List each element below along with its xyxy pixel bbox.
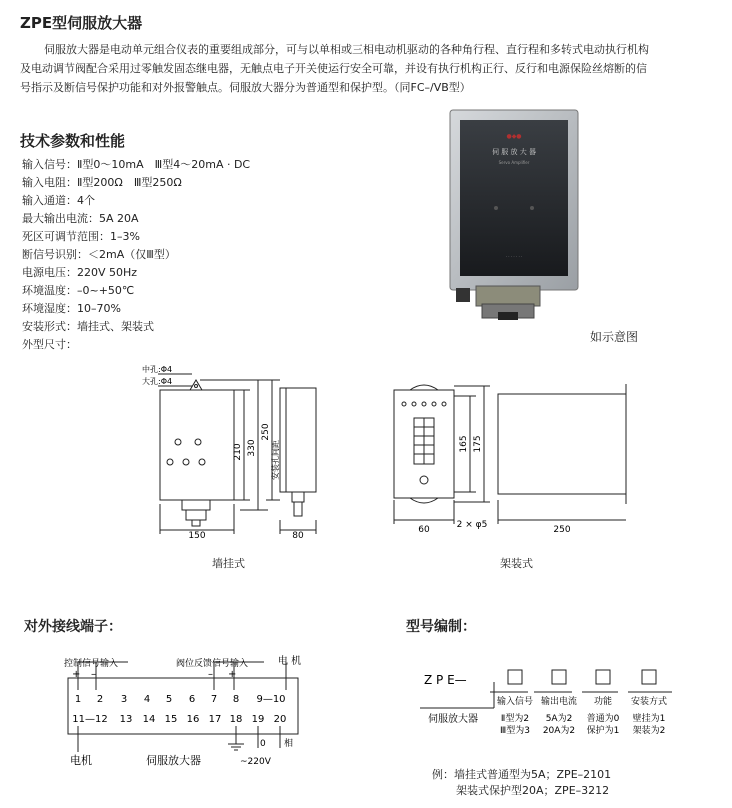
motor-bottom-label: 电机 — [70, 754, 92, 767]
intro-paragraph — [20, 40, 720, 97]
terminal-number: 11—12 — [72, 714, 108, 725]
model-option: 5A为2 — [545, 714, 573, 724]
terminal-number: 20 — [273, 714, 287, 725]
spec-item: 断信号识别：＜2mA（仅Ⅲ型） — [22, 248, 176, 261]
plus-sign: + — [228, 669, 237, 680]
model-option: 壁挂为1 — [632, 714, 666, 724]
spec-item: 最大输出电流：5A 20A — [22, 212, 139, 225]
model-option: 20A为2 — [542, 726, 576, 736]
terminal-number: 7 — [210, 694, 218, 705]
wall-mount-drawing — [140, 360, 340, 550]
feedback-signal-label: 阀位反馈信号输入 — [176, 659, 249, 669]
spec-item: 安装形式：墙挂式、架装式 — [22, 320, 154, 333]
terminal-number: 15 — [164, 714, 178, 725]
terminal-block-diagram — [50, 648, 320, 778]
terminal-number: 17 — [208, 714, 222, 725]
model-option: Ⅲ型为3 — [500, 726, 530, 736]
rack-width-dim: 60 — [418, 525, 430, 535]
minus-sign: – — [208, 669, 213, 680]
page-title: ZPE型伺服放大器 — [20, 14, 143, 32]
photo-caption: 如示意图 — [590, 330, 639, 344]
photo-panel-title: 伺 服 放 大 器 — [492, 148, 536, 156]
terminal-number: 4 — [143, 694, 151, 705]
wall-width-dim: 150 — [188, 531, 206, 541]
zero-label: 0 — [260, 739, 266, 749]
model-field-name: 输出电流 — [540, 697, 578, 707]
spec-item: 输入信号：Ⅱ型0～10mA Ⅲ型4～20mA · DC — [22, 158, 251, 171]
wall-h1-dim: 210 — [233, 443, 243, 461]
model-example-2: 架装式保护型20A；ZPE–3212 — [456, 784, 610, 797]
intro-line: 号指示及断信号保护功能和对外报警触点。伺服放大器分为普通型和保护型。（同FC–/VB型） — [20, 81, 471, 94]
terminal-number: 8 — [232, 694, 240, 705]
model-field-name: 功能 — [593, 697, 613, 707]
terminal-number: 6 — [188, 694, 196, 705]
wall-depth-dim: 80 — [292, 531, 304, 541]
intro-line: 及电动调节阀配合采用过零触发固态继电器，无触点电子开关使运行安全可靠，并设有执行机构正行、反行和电源保险丝熔断的信 — [20, 62, 647, 75]
voltage-label: ~220V — [240, 757, 271, 767]
product-photo — [446, 108, 582, 322]
terminal-number: 1 — [74, 694, 82, 705]
spec-item: 环境湿度：10–70% — [22, 302, 121, 315]
terminals-heading: 对外接线端子： — [24, 619, 122, 635]
intro-line: 伺服放大器是电动单元组合仪表的重要组成部分，可与以单相或三相电动机驱动的各种角行程、直行程和多转式电动执行机构 — [44, 43, 649, 56]
minus-sign: – — [91, 669, 96, 680]
motor-top-label: 电 机 — [278, 656, 302, 667]
model-heading: 型号编制： — [406, 619, 476, 635]
spec-item: 外型尺寸： — [22, 338, 77, 351]
rack-mount-drawing — [380, 370, 640, 550]
model-code-diagram — [420, 664, 710, 744]
terminal-number: 16 — [186, 714, 200, 725]
svg-text:●◆●: ●◆● — [506, 133, 522, 140]
terminal-number: 2 — [96, 694, 104, 705]
wall-spacing-label: 安装孔间距 — [271, 440, 280, 480]
terminal-number: 3 — [120, 694, 128, 705]
rack-holes-dim: 2 × φ5 — [456, 520, 488, 530]
model-field-name: 安装方式 — [630, 697, 668, 707]
terminal-number: 5 — [165, 694, 173, 705]
hole-mid-label: 中孔:Φ4 — [142, 365, 173, 374]
terminal-number: 19 — [251, 714, 265, 725]
wall-h3-dim: 250 — [261, 423, 271, 441]
model-option: 保护为1 — [586, 726, 620, 736]
model-example-1: 例：墙挂式普通型为5A；ZPE–2101 — [432, 768, 612, 781]
terminal-number: 14 — [142, 714, 156, 725]
rack-caption: 架装式 — [500, 557, 533, 570]
model-option: 普通为0 — [586, 714, 620, 724]
rack-h2-dim: 175 — [473, 435, 483, 453]
control-signal-label: 控制信号输入 — [64, 659, 119, 669]
hole-big-label: 大孔:Φ4 — [142, 377, 173, 386]
model-option: Ⅱ型为2 — [500, 714, 530, 724]
spec-item: 电源电压：220V 50Hz — [22, 266, 138, 279]
amplifier-label: 伺服放大器 — [146, 754, 201, 767]
spec-item: 输入通道：4个 — [22, 194, 95, 207]
model-base-label: 伺服放大器 — [428, 714, 478, 725]
rack-depth-dim: 250 — [553, 525, 571, 535]
wall-caption: 墙挂式 — [212, 557, 245, 570]
terminal-number: 18 — [229, 714, 243, 725]
specs-list — [22, 156, 250, 354]
model-code: Z P E— — [424, 673, 467, 687]
photo-panel-sub: Servo Amplifier — [498, 160, 530, 165]
spec-item: 输入电阻：Ⅱ型200Ω Ⅲ型250Ω — [22, 176, 182, 189]
model-option: 架装为2 — [632, 726, 666, 736]
rack-h1-dim: 165 — [459, 435, 469, 453]
plus-sign: + — [72, 669, 81, 680]
phase-label: 相 — [284, 739, 294, 749]
terminal-number: 9—10 — [256, 694, 286, 705]
model-field-name: 输入信号 — [496, 697, 534, 707]
wall-h2-dim: 330 — [247, 439, 257, 457]
svg-text:· · · · · · ·: · · · · · · · — [505, 254, 523, 259]
terminal-number: 13 — [119, 714, 133, 725]
spec-item: 死区可调节范围：1–3% — [22, 230, 140, 243]
spec-item: 环境温度：–0~+50℃ — [22, 284, 135, 297]
specs-heading: 技术参数和性能 — [20, 132, 126, 150]
